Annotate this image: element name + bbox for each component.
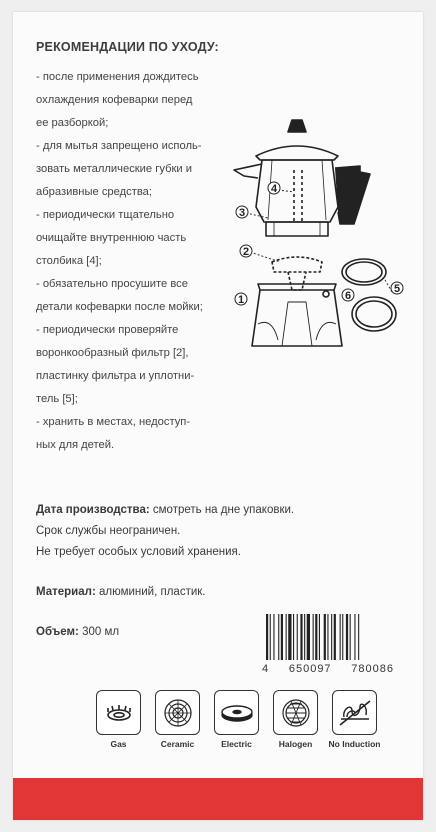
care-line: - для мытья запрещено исполь- (36, 140, 202, 152)
moka-pot-diagram (222, 112, 422, 362)
barcode-bar (315, 614, 317, 660)
barcode-digit-group: 4 (262, 663, 270, 675)
care-line: - хранить в местах, недоступ- (36, 416, 191, 428)
diagram-label: 4 (270, 183, 278, 195)
barcode-bar (342, 614, 343, 660)
diagram-label: 3 (238, 207, 246, 219)
stove-label: Gas (110, 739, 127, 749)
production-date-value: смотреть на дне упаковки. (149, 504, 295, 516)
care-line: ных для детей. (36, 439, 115, 451)
diagram-label: 2 (242, 246, 250, 258)
care-line: - обязательно просушите все (36, 278, 188, 290)
volume-value: 300 мл (78, 626, 120, 638)
barcode-bar (340, 614, 341, 660)
gas-burner-icon (96, 690, 141, 735)
barcode-bar (304, 614, 305, 660)
barcode-bar (300, 614, 302, 660)
shelf-life-line: Срок службы неограничен. (36, 525, 181, 537)
volume-label: Объем: (36, 626, 79, 638)
barcode-bar (297, 614, 298, 660)
stove-label: Electric (221, 739, 252, 749)
barcode-number (262, 663, 394, 675)
barcode-bar (286, 614, 287, 660)
volume-line (36, 622, 119, 643)
stove-item-ceramic (151, 690, 204, 749)
stove-item-gas (92, 690, 145, 749)
care-line: охлаждения кофеварки перед (36, 94, 193, 106)
storage-line: Не требует особых условий хранения. (36, 546, 241, 558)
care-line: пластинку фильтра и уплотни- (36, 370, 195, 382)
barcode-bar (346, 614, 348, 660)
no-induction-icon (332, 690, 377, 735)
diagram-label: 5 (393, 283, 401, 295)
care-line: тель [5]; (36, 393, 78, 405)
stove-compatibility (92, 690, 381, 749)
barcode-bar (266, 614, 268, 660)
barcode-digit-group: 780086 (351, 663, 394, 675)
barcode-bar (273, 614, 274, 660)
care-line: очищайте внутреннюю часть (36, 232, 187, 244)
barcode-bar (307, 614, 310, 660)
care-line: детали кофеварки после мойки; (36, 301, 203, 313)
care-line: абразивные средства; (36, 186, 153, 198)
barcode-bar (350, 614, 351, 660)
halogen-hob-icon (273, 690, 318, 735)
diagram-label: 6 (344, 290, 352, 302)
barcode-bar (313, 614, 314, 660)
stove-label: Ceramic (160, 739, 195, 749)
production-info (36, 500, 294, 563)
care-line: зовать металлические губки и (36, 163, 192, 175)
barcode-bar (324, 614, 326, 660)
stove-label: Halogen (278, 739, 313, 749)
diagram-label: 1 (237, 294, 245, 306)
care-line: воронкообразный фильтр [2], (36, 347, 189, 359)
care-line: - периодически тщательно (36, 209, 175, 221)
barcode-bar (293, 614, 294, 660)
material-label: Материал: (36, 586, 96, 598)
care-line: столбика [4]; (36, 255, 102, 267)
stove-item-electric (210, 690, 263, 749)
barcode-bar (281, 614, 283, 660)
barcode-bar (270, 614, 271, 660)
barcode-bar (334, 614, 336, 660)
red-footer-band (13, 778, 423, 820)
barcode-bar (278, 614, 279, 660)
barcode-bar (331, 614, 332, 660)
barcode-bar (319, 614, 320, 660)
care-heading: РЕКОМЕНДАЦИИ ПО УХОДУ: (36, 40, 219, 54)
production-date-label: Дата производства: (36, 504, 150, 516)
care-line: ее разборкой; (36, 117, 109, 129)
barcode-digit-group: 650097 (288, 663, 332, 675)
material-line (36, 582, 206, 603)
barcode-bar (358, 614, 359, 660)
barcode-bar (327, 614, 328, 660)
production-date-line (36, 500, 294, 521)
care-line: - периодически проверяйте (36, 324, 179, 336)
stove-item-no-induction (328, 690, 381, 749)
stove-label: No Induction (328, 739, 381, 749)
material-value: алюминий, пластик. (95, 586, 206, 598)
barcode (264, 614, 388, 662)
stove-item-halogen (269, 690, 322, 749)
barcode-bar (288, 614, 291, 660)
electric-plate-icon (214, 690, 259, 735)
care-line: - после применения дождитесь (36, 71, 199, 83)
care-instructions (36, 66, 222, 457)
ceramic-hob-icon (155, 690, 200, 735)
barcode-bar (354, 614, 355, 660)
